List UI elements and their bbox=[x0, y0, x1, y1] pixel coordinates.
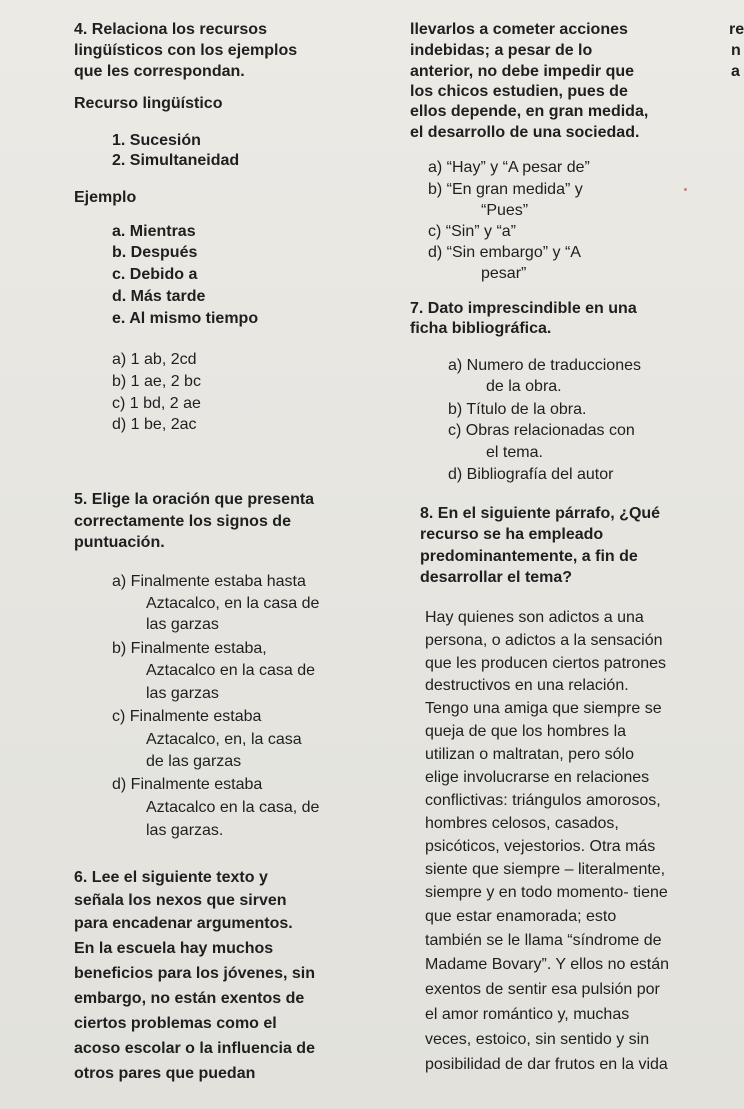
q6-option-d-line-2: pesar” bbox=[481, 265, 527, 282]
q6-text-cont-line-1: llevarlos a cometer acciones bbox=[410, 21, 628, 38]
q4-recurso-heading: Recurso lingüístico bbox=[74, 95, 223, 112]
q4-ejemplo-a: a. Mientras bbox=[112, 223, 196, 240]
q4-option-d[interactable]: d) 1 be, 2ac bbox=[112, 416, 197, 433]
edge-fragment-3: a bbox=[731, 63, 740, 80]
q5-option-d-line-1: d) Finalmente estaba bbox=[112, 776, 263, 793]
q6-text-line-2: beneficios para los jóvenes, sin bbox=[74, 965, 315, 982]
q6-prompt-line-1: 6. Lee el siguiente texto y bbox=[74, 869, 268, 886]
q6-prompt-line-3: para encadenar argumentos. bbox=[74, 915, 293, 932]
q8-paragraph-line: conflictivas: triángulos amorosos, bbox=[425, 792, 661, 809]
q6-text-cont-line-2: indebidas; a pesar de lo bbox=[410, 42, 593, 59]
q5-option-c-line-2: Aztacalco, en, la casa bbox=[146, 731, 302, 748]
q6-text-line-4: ciertos problemas como el bbox=[74, 1015, 277, 1032]
q5-option-b-line-2: Aztacalco en la casa de bbox=[146, 662, 315, 679]
q8-paragraph-line: posibilidad de dar frutos en la vida bbox=[425, 1056, 668, 1073]
q8-paragraph-line: que les producen ciertos patrones bbox=[425, 655, 667, 672]
q8-paragraph-line: elige involucrarse en relaciones bbox=[425, 769, 650, 786]
q8-paragraph-line: persona, o adictos a la sensación bbox=[425, 632, 663, 649]
q5-prompt-line-3: puntuación. bbox=[74, 534, 165, 551]
q6-option-b-line-1: b) “En gran medida” y bbox=[428, 181, 583, 198]
q5-option-a-line-3: las garzas bbox=[146, 616, 219, 633]
q4-ejemplo-d: d. Más tarde bbox=[112, 288, 206, 305]
q7-option-c-line-1: c) Obras relacionadas con bbox=[448, 422, 635, 439]
q8-prompt-line-4: desarrollar el tema? bbox=[420, 569, 573, 586]
q6-text-cont-line-6: el desarrollo de una sociedad. bbox=[410, 124, 640, 141]
q8-paragraph-line: exentos de sentir esa pulsión por bbox=[425, 981, 660, 998]
q6-prompt-line-2: señala los nexos que sirven bbox=[74, 892, 287, 909]
q4-ejemplo-e: e. Al mismo tiempo bbox=[112, 310, 259, 327]
q8-paragraph-line: Madame Bovary”. Y ellos no están bbox=[425, 956, 669, 973]
q6-text-line-6: otros pares que puedan bbox=[74, 1065, 256, 1082]
edge-fragment-1: re bbox=[729, 21, 744, 38]
q7-option-d[interactable]: d) Bibliografía del autor bbox=[448, 466, 614, 483]
q8-paragraph-line: veces, estoico, sin sentido y sin bbox=[425, 1031, 650, 1048]
q5-prompt-line-1: 5. Elige la oración que presenta bbox=[74, 491, 315, 508]
q4-ejemplo-heading: Ejemplo bbox=[74, 189, 137, 206]
q8-paragraph-line: siempre y en todo momento- tiene bbox=[425, 884, 668, 901]
q8-paragraph-line: queja de que los hombres la bbox=[425, 723, 627, 740]
q4-option-c[interactable]: c) 1 bd, 2 ae bbox=[112, 395, 201, 412]
q6-option-d-line-1: d) “Sin embargo” y “A bbox=[428, 244, 581, 261]
q4-prompt-line-1: 4. Relaciona los recursos bbox=[74, 21, 267, 38]
q4-recurso-1: 1. Sucesión bbox=[112, 132, 201, 149]
q4-ejemplo-c: c. Debido a bbox=[112, 266, 198, 283]
q6-option-b-line-2: “Pues” bbox=[481, 202, 529, 219]
q4-prompt-line-2: lingüísticos con los ejemplos bbox=[74, 42, 298, 59]
q4-prompt-line-3: que les correspondan. bbox=[74, 63, 245, 80]
q8-paragraph-line: psicóticos, vejestorios. Otra más bbox=[425, 838, 656, 855]
q8-paragraph-line: Tengo una amiga que siempre se bbox=[425, 700, 662, 717]
q6-text-cont-line-3: anterior, no debe impedir que bbox=[410, 63, 635, 80]
q5-option-d-line-3: las garzas. bbox=[146, 822, 224, 839]
q4-option-a[interactable]: a) 1 ab, 2cd bbox=[112, 351, 197, 368]
q8-paragraph-line: también se le llama “síndrome de bbox=[425, 932, 662, 949]
q8-prompt-line-2: recurso se ha empleado bbox=[420, 526, 604, 543]
q7-prompt-line-2: ficha bibliográfica. bbox=[410, 320, 552, 337]
q5-prompt-line-2: correctamente los signos de bbox=[74, 513, 291, 530]
q5-option-a-line-2: Aztacalco, en la casa de bbox=[146, 595, 320, 612]
q5-option-b-line-3: las garzas bbox=[146, 685, 219, 702]
ink-dot bbox=[684, 188, 687, 191]
q6-text-line-1: En la escuela hay muchos bbox=[74, 940, 274, 957]
q7-prompt-line-1: 7. Dato imprescindible en una bbox=[410, 300, 637, 317]
q4-recurso-2: 2. Simultaneidad bbox=[112, 152, 240, 169]
q8-paragraph-line: destructivos en una relación. bbox=[425, 677, 629, 694]
q7-option-a-line-1: a) Numero de traducciones bbox=[448, 357, 641, 374]
q5-option-c-line-1: c) Finalmente estaba bbox=[112, 708, 262, 725]
q6-text-cont-line-4: los chicos estudien, pues de bbox=[410, 83, 628, 100]
q6-text-cont-line-5: ellos depende, en gran medida, bbox=[410, 103, 649, 120]
q7-option-a-line-2: de la obra. bbox=[486, 378, 562, 395]
q8-paragraph-line: Hay quienes son adictos a una bbox=[425, 609, 644, 626]
edge-fragment-2: n bbox=[731, 42, 741, 59]
q4-option-b[interactable]: b) 1 ae, 2 bc bbox=[112, 373, 201, 390]
q6-option-a[interactable]: a) “Hay” y “A pesar de” bbox=[428, 159, 590, 176]
q5-option-a-line-1: a) Finalmente estaba hasta bbox=[112, 573, 306, 590]
q5-option-c-line-3: de las garzas bbox=[146, 753, 242, 770]
q8-prompt-line-1: 8. En el siguiente párrafo, ¿Qué bbox=[420, 505, 661, 522]
q6-option-c[interactable]: c) “Sin” y “a” bbox=[428, 223, 516, 240]
q8-paragraph-line: que estar enamorada; esto bbox=[425, 908, 617, 925]
q6-text-line-3: embargo, no están exentos de bbox=[74, 990, 305, 1007]
q8-paragraph-line: siente que siempre – literalmente, bbox=[425, 861, 666, 878]
q5-option-b-line-1: b) Finalmente estaba, bbox=[112, 640, 267, 657]
q8-prompt-line-3: predominantemente, a fin de bbox=[420, 548, 638, 565]
q7-option-c-line-2: el tema. bbox=[486, 444, 543, 461]
q6-text-line-5: acoso escolar o la influencia de bbox=[74, 1040, 315, 1057]
q8-paragraph-line: hombres celosos, casados, bbox=[425, 815, 619, 832]
q7-option-b[interactable]: b) Título de la obra. bbox=[448, 401, 587, 418]
q8-paragraph-line: utilizan o maltratan, pero sólo bbox=[425, 746, 634, 763]
q4-ejemplo-b: b. Después bbox=[112, 244, 198, 261]
q8-paragraph-line: el amor romántico y, muchas bbox=[425, 1006, 630, 1023]
q5-option-d-line-2: Aztacalco en la casa, de bbox=[146, 799, 320, 816]
